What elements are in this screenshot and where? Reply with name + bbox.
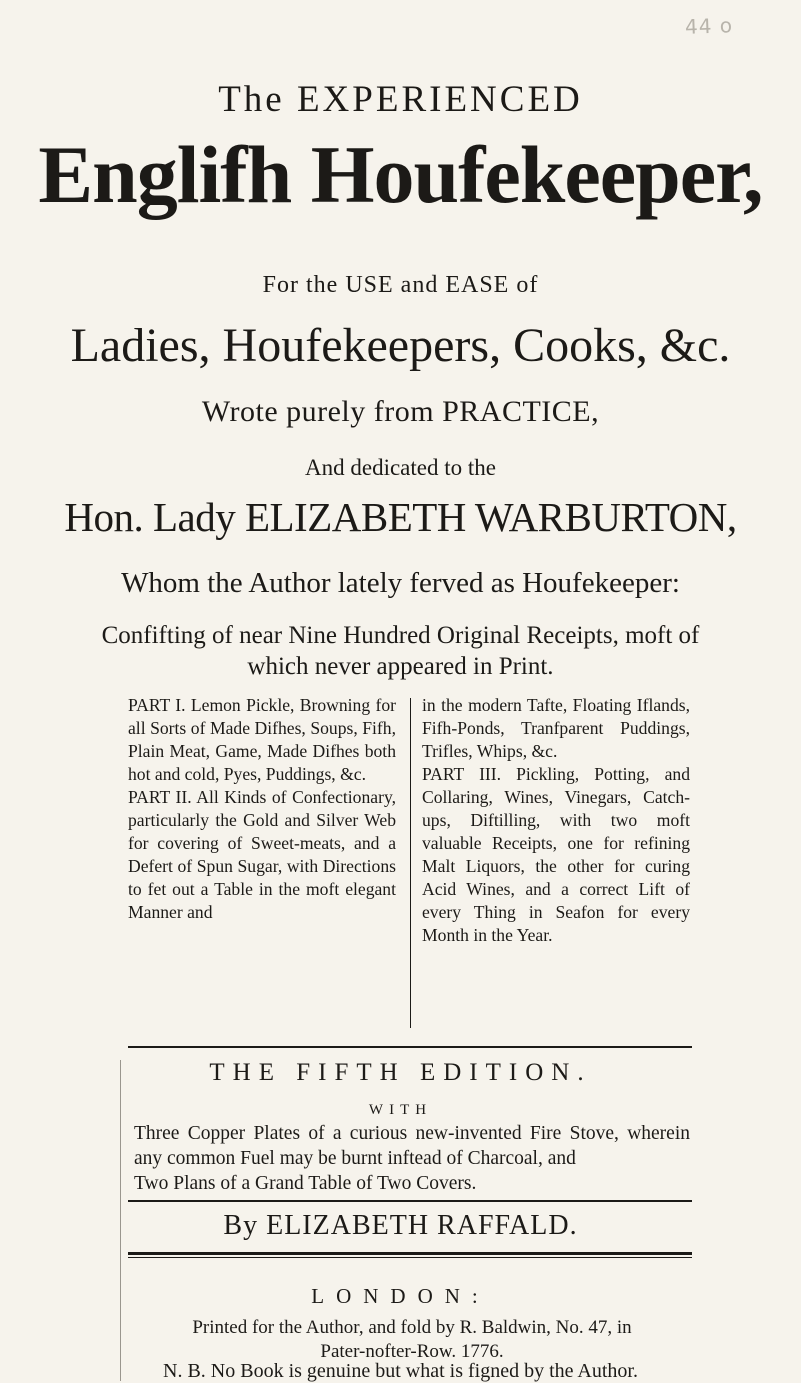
column-divider [410, 698, 411, 1028]
rule-below-author-thin [128, 1257, 692, 1258]
plates-text: Three Copper Plates of a curious new-invented Fire Stove, wherein any common Fuel may be burnt inftead of Charcoal, and [134, 1123, 690, 1169]
consisting-paragraph [0, 620, 801, 682]
part-two-continued: in the modern Tafte, Floating Iflands, Fifh-Ponds, Tranfparent Puddings, Trifles, Whips, &c. [422, 695, 690, 761]
dedicatee-line: Hon. Lady ELIZABETH WARBURTON, [64, 494, 737, 540]
dedicated-line: And dedicated to the [305, 455, 496, 480]
contents-columns [128, 694, 692, 1044]
book-title: Englifh Houfekeeper, [38, 129, 763, 220]
imprint-city: LONDON: [311, 1284, 490, 1308]
handwritten-shelfmark: 44 o [684, 13, 734, 39]
consisting-line-1: Confifting of near Nine Hundred Original Receipts, moft of [101, 622, 700, 649]
imprint-line-2: Pater-nofter-Row. 1776. [320, 1341, 504, 1362]
rule-below-author [128, 1252, 692, 1255]
contents-left-column [128, 694, 396, 924]
imprint-line-1: Printed for the Author, and fold by R. Baldwin, No. 47, in [192, 1317, 632, 1338]
part-two: PART II. All Kinds of Confectionary, particularly the Gold and Silver Web for covering of Sweet-meats, and a Defert of Spun Sugar, with Directions to fet out a Table in the moft elegant Manner and [128, 787, 396, 922]
with-label: WITH [368, 1102, 433, 1118]
nota-bene: N. B. No Book is genuine but what is figned by the Author. [163, 1360, 638, 1382]
consisting-line-2: which never appeared in Print. [247, 653, 554, 680]
whom-line: Whom the Author lately ferved as Houfekeeper: [121, 567, 680, 599]
part-one: PART I. Lemon Pickle, Browning for all Sorts of Made Difhes, Soups, Fifh, Plain Meat, Game, Made Difhes both hot and cold, Pyes, Puddings, &c. [128, 695, 396, 784]
plates-text-last: Two Plans of a Grand Table of Two Covers. [134, 1173, 477, 1194]
edition-title: THE FIFTH EDITION. [209, 1059, 592, 1086]
plates-description [134, 1121, 690, 1196]
for-line: For the USE and EASE of [262, 272, 539, 298]
wrote-line: Wrote purely from PRACTICE, [201, 395, 600, 428]
imprint [134, 1316, 690, 1364]
title-pre: The EXPERIENCED [218, 79, 583, 120]
rule-above-edition [128, 1046, 692, 1048]
part-three: PART III. Pickling, Potting, and Collaring, Wines, Vinegars, Catch-ups, Diftilling, with two moft valuable Receipts, one for refining Malt Liquors, the other for curing Acid Wines, and a correct Lift of every Thing in Seafon for every Month in the Year. [422, 764, 690, 945]
author-line: By ELIZABETH RAFFALD. [223, 1210, 578, 1241]
rule-above-author [128, 1200, 692, 1202]
binding-edge [120, 1060, 121, 1381]
contents-right-column [422, 694, 690, 947]
audience-line: Ladies, Houfekeepers, Cooks, &c. [70, 319, 731, 372]
